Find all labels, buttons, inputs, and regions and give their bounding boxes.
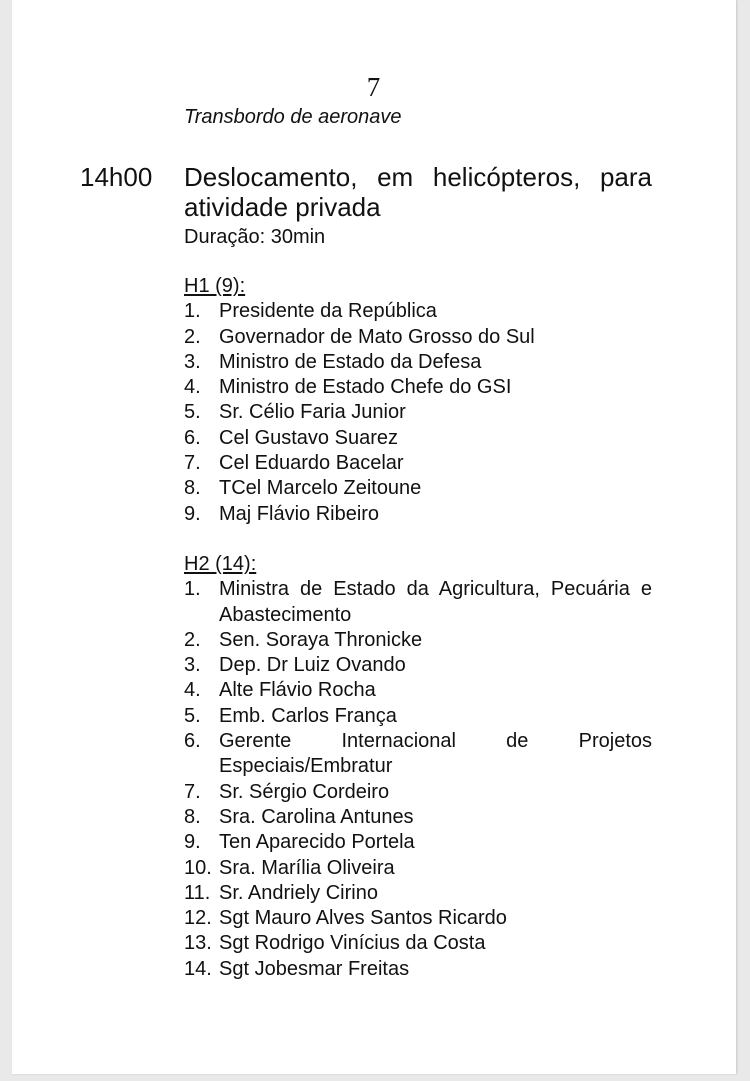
item-text: Alte Flávio Rocha xyxy=(219,679,376,702)
event-title: Deslocamento, em helicópteros, para atividade privada xyxy=(184,162,652,222)
event-time: 14h00 xyxy=(80,162,153,192)
page-number: 7 xyxy=(366,72,382,102)
group-title: H1 (9): xyxy=(184,275,246,297)
item-number: 6. xyxy=(184,730,201,753)
item-number: 6. xyxy=(184,426,201,449)
item-text: Governador de Mato Grosso do Sul xyxy=(219,325,535,348)
list-item xyxy=(184,881,652,906)
item-text: Sra. Carolina Antunes xyxy=(219,805,414,828)
list-item xyxy=(184,628,652,653)
list-item xyxy=(184,451,652,476)
item-text: Sgt Mauro Alves Santos Ricardo xyxy=(219,907,507,930)
event-block xyxy=(184,162,652,982)
item-number: 3. xyxy=(184,350,201,373)
list-item xyxy=(184,957,652,982)
item-text: Presidente da República xyxy=(219,300,437,323)
document-page xyxy=(12,0,736,1074)
item-number: 4. xyxy=(184,376,201,399)
list-item xyxy=(184,476,652,501)
list-item xyxy=(184,729,652,780)
item-number: 5. xyxy=(184,401,201,424)
item-number: 1. xyxy=(184,300,201,323)
item-text: Sra. Marília Oliveira xyxy=(219,856,395,879)
item-number: 13. xyxy=(184,932,212,955)
item-number: 7. xyxy=(184,780,201,803)
passenger-list xyxy=(184,577,652,982)
list-item xyxy=(184,830,652,855)
item-number: 10. xyxy=(184,856,212,879)
list-item xyxy=(184,426,652,451)
passenger-list xyxy=(184,299,652,527)
item-number: 3. xyxy=(184,654,201,677)
item-text: Cel Gustavo Suarez xyxy=(219,426,398,449)
item-number: 8. xyxy=(184,805,201,828)
item-text: Sen. Soraya Thronicke xyxy=(219,628,423,651)
list-item xyxy=(184,577,652,628)
item-text: Ministro de Estado da Defesa xyxy=(219,350,482,373)
list-item xyxy=(184,805,652,830)
item-text: Ten Aparecido Portela xyxy=(219,831,415,854)
item-text: Ministro de Estado Chefe do GSI xyxy=(219,376,512,399)
group-title: H2 (14): xyxy=(184,552,257,575)
item-text: Sr. Célio Faria Junior xyxy=(219,401,406,424)
list-item xyxy=(184,400,652,425)
item-text: Ministra de Estado da Agricultura, Pecuária e Abastecimento xyxy=(219,578,652,626)
item-text: Gerente Internacional de Projetos Especiais/Embratur xyxy=(219,730,652,778)
list-item xyxy=(184,856,652,881)
list-item xyxy=(184,906,652,931)
item-number: 2. xyxy=(184,628,201,651)
item-text: Dep. Dr Luiz Ovando xyxy=(219,654,406,677)
list-item xyxy=(184,678,652,703)
item-number: 11. xyxy=(184,881,211,904)
item-text: TCel Marcelo Zeitoune xyxy=(219,477,422,500)
list-item xyxy=(184,325,652,350)
previous-item: Transbordo de aeronave xyxy=(184,106,402,128)
item-number: 7. xyxy=(184,452,201,475)
item-number: 4. xyxy=(184,679,201,702)
list-item xyxy=(184,502,652,527)
item-number: 1. xyxy=(184,578,201,601)
event-duration: Duração: 30min xyxy=(184,226,326,248)
item-number: 12. xyxy=(184,907,212,930)
list-item xyxy=(184,299,652,324)
list-item xyxy=(184,780,652,805)
item-text: Maj Flávio Ribeiro xyxy=(219,502,380,525)
list-item xyxy=(184,350,652,375)
item-number: 8. xyxy=(184,477,201,500)
list-item xyxy=(184,375,652,400)
item-number: 5. xyxy=(184,704,201,727)
item-number: 9. xyxy=(184,502,201,525)
list-item xyxy=(184,704,652,729)
list-item xyxy=(184,653,652,678)
item-text: Sgt Jobesmar Freitas xyxy=(219,957,410,980)
item-text: Emb. Carlos França xyxy=(219,704,397,727)
item-number: 14. xyxy=(184,957,212,980)
list-item xyxy=(184,931,652,956)
item-text: Sgt Rodrigo Vinícius da Costa xyxy=(219,932,486,955)
item-text: Sr. Andriely Cirino xyxy=(219,881,378,904)
group-h2 xyxy=(184,552,652,982)
item-text: Cel Eduardo Bacelar xyxy=(219,452,404,475)
group-h1 xyxy=(184,274,652,527)
item-number: 2. xyxy=(184,325,201,348)
item-text: Sr. Sérgio Cordeiro xyxy=(219,780,390,803)
item-number: 9. xyxy=(184,831,201,854)
